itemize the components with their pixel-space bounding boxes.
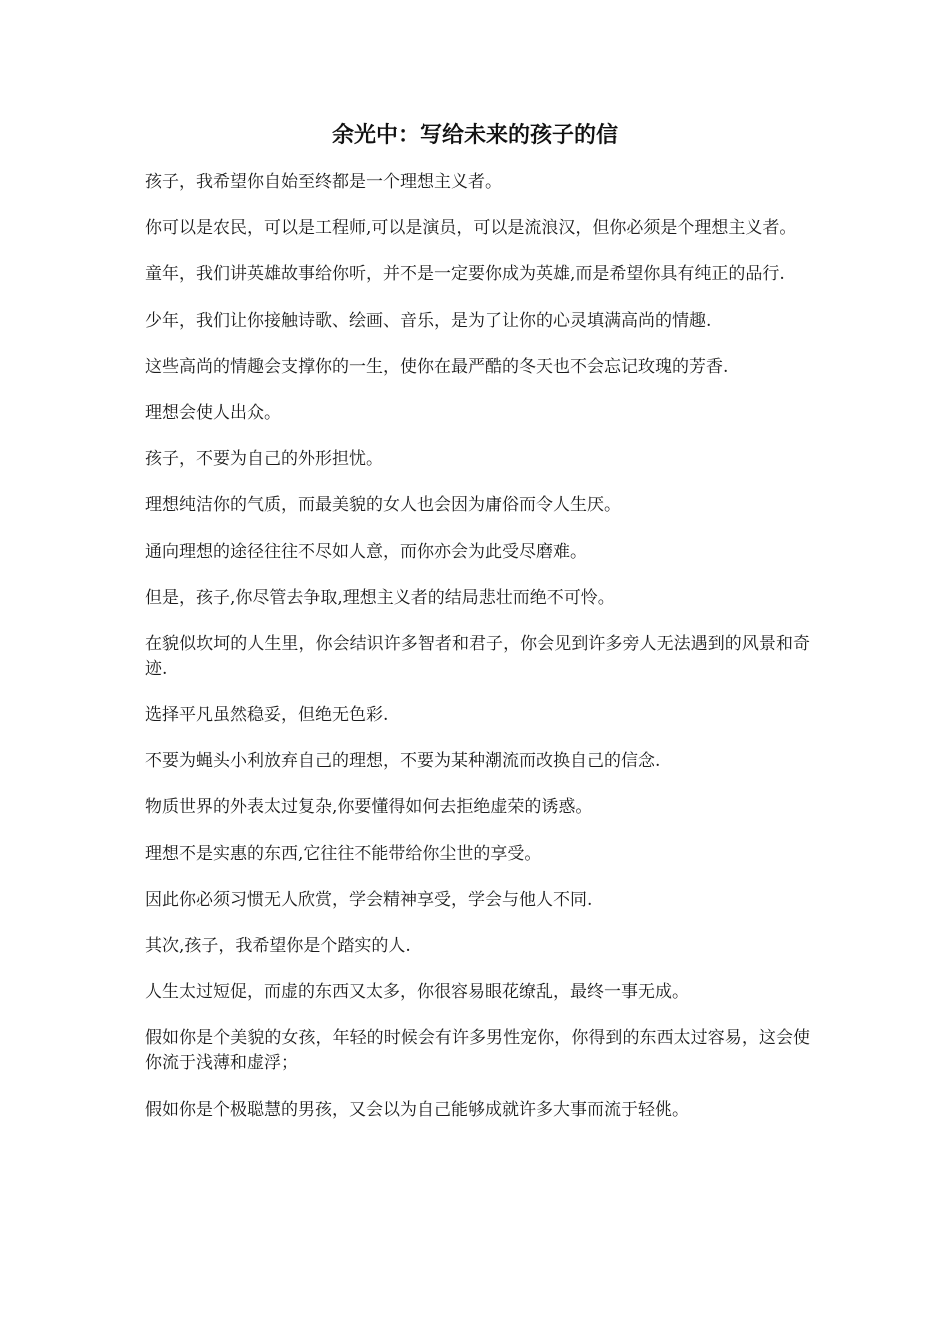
paragraph: 人生太过短促，而虚的东西又太多，你很容易眼花缭乱，最终一事无成。: [145, 982, 689, 1003]
paragraph: 在貌似坎坷的人生里，你会结识许多智者和君子，你会见到许多旁人无法遇到的风景和奇迹.: [145, 633, 810, 679]
paragraph: 假如你是个极聪慧的男孩，又会以为自己能够成就许多大事而流于轻佻。: [145, 1099, 689, 1120]
paragraph: 童年，我们讲英雄故事给你听，并不是一定要你成为英雄,而是希望你具有纯正的品行.: [145, 264, 785, 285]
paragraph: 理想纯洁你的气质，而最美貌的女人也会因为庸俗而令人生厌。: [145, 495, 621, 516]
paragraph: 少年，我们让你接触诗歌、绘画、音乐，是为了让你的心灵填满高尚的情趣.: [145, 310, 712, 331]
paragraph: 不要为蝇头小利放弃自己的理想，不要为某种潮流而改换自己的信念.: [145, 751, 661, 772]
paragraph: 理想会使人出众。: [145, 402, 281, 423]
paragraph: 假如你是个美貌的女孩，年轻的时候会有许多男性宠你，你得到的东西太过容易，这会使你流于浅薄和虚浮；: [145, 1028, 810, 1074]
paragraph: 理想不是实惠的东西,它往往不能带给你尘世的享受。: [145, 843, 542, 864]
paragraph: 孩子，不要为自己的外形担忧。: [145, 449, 383, 470]
paragraph: 其次,孩子，我希望你是个踏实的人.: [145, 936, 411, 956]
document-body: [145, 170, 810, 1144]
paragraph: 孩子，我希望你自始至终都是一个理想主义者。: [145, 172, 502, 192]
paragraph: 物质世界的外表太过复杂,你要懂得如何去拒绝虚荣的诱惑。: [145, 797, 593, 818]
paragraph: 通向理想的途径往往不尽如人意，而你亦会为此受尽磨难。: [145, 541, 587, 562]
paragraph: 因此你必须习惯无人欣赏，学会精神享受，学会与他人不同.: [145, 889, 593, 910]
paragraph: 你可以是农民，可以是工程师,可以是演员，可以是流浪汉，但你必须是个理想主义者。: [145, 218, 797, 239]
paragraph: 选择平凡虽然稳妥，但绝无色彩.: [145, 705, 389, 726]
document-title: 余光中：写给未来的孩子的信: [331, 123, 618, 148]
paragraph: 这些高尚的情趣会支撑你的一生，使你在最严酷的冬天也不会忘记玫瑰的芳香.: [145, 356, 729, 377]
paragraph: 但是，孩子,你尽管去争取,理想主义者的结局悲壮而绝不可怜。: [145, 587, 615, 608]
